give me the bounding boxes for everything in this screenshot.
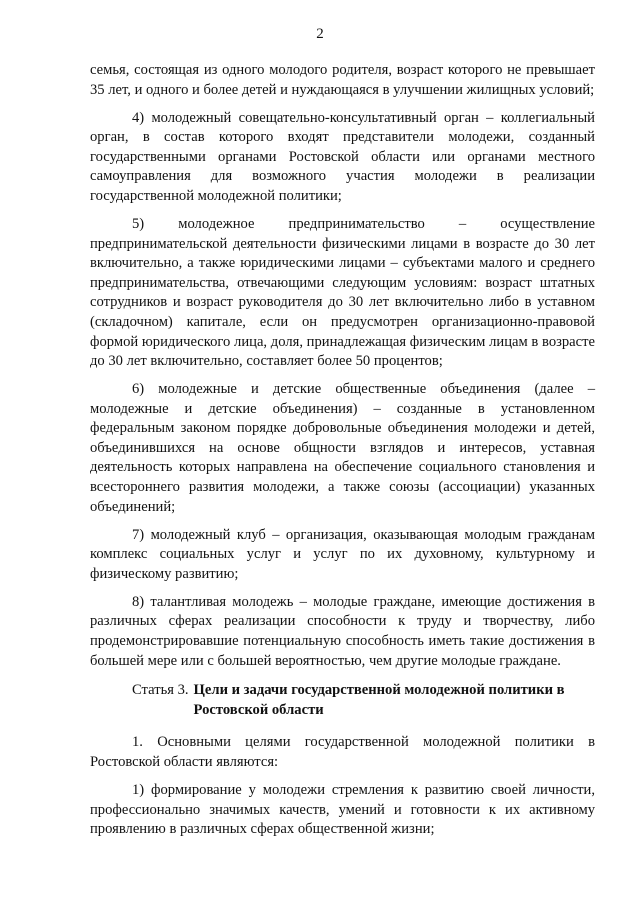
- paragraph-goal-1: 1) формирование у молодежи стремления к развитию своей личности, профессионально значимых качеств, умений и готовности к их активному проявлению в различных сферах общественной жизни;: [90, 781, 595, 838]
- paragraph-definition-youth-advisory-body: 4) молодежный совещательно-консультативный орган – коллегиальный орган, в состав которого входят представители молодежи, созданный государственными органами Ростовской области или органами местного самоуправления для возможного участия молодежи в реализации государственной молодежной политики;: [90, 109, 595, 204]
- paragraph-definition-youth-entrepreneurship: 5) молодежное предпринимательство – осуществление предпринимательской деятельности физическими лицами в возрасте до 30 лет включительно, а также юридическими лицами – субъектами малого и среднего предпринимательства, отвечающими следующим условиям: возраст штатных сотрудников и возраст руководителя до 30 лет включительно либо в уставном (складочном) капитале, если он предусмотрен организационно-правовой формой юридического лица, доля, принадлежащая физическим лицам в возрасте до 30 лет включительно, составляет более 50 процентов;: [90, 215, 595, 370]
- page-number: 2: [316, 26, 324, 42]
- paragraph-definition-talented-youth: 8) талантливая молодежь – молодые граждане, имеющие достижения в различных сферах реализации способности к труду и творчеству, либо продемонстрировавшие потенциальную способность иметь такие достижения в большей мере или с большей вероятностью, чем другие молодые граждане.: [90, 593, 595, 669]
- paragraph-definition-youth-associations: 6) молодежные и детские общественные объединения (далее – молодежные и детские объединения) – созданные в установленном федеральным законом порядке добровольные объединения молодежи и детей, объединившихся на основе общности взглядов и интересов, уставная деятельность которых направлена на обеспечение социального становления и всестороннего развития молодежи, а также союзы (ассоциации) указанных объединений;: [90, 381, 595, 515]
- article-heading: [90, 681, 595, 720]
- paragraph-definition-youth-club: 7) молодежный клуб – организация, оказывающая молодым гражданам комплекс социальных услуг и услуг по их духовному, культурному и физическому развитию;: [90, 526, 595, 582]
- paragraph-definition-young-family-end: семья, состоящая из одного молодого родителя, возраст которого не превышает 35 лет, и одного и более детей и нуждающаяся в улучшении жилищных условий;: [90, 62, 595, 98]
- article-number: Статья 3.: [132, 682, 189, 699]
- paragraph-main-goals: 1. Основными целями государственной молодежной политики в Ростовской области являются:: [90, 734, 595, 770]
- document-body: [90, 61, 595, 848]
- article-title: Цели и задачи государственной молодежной политики в Ростовской области: [193, 682, 565, 718]
